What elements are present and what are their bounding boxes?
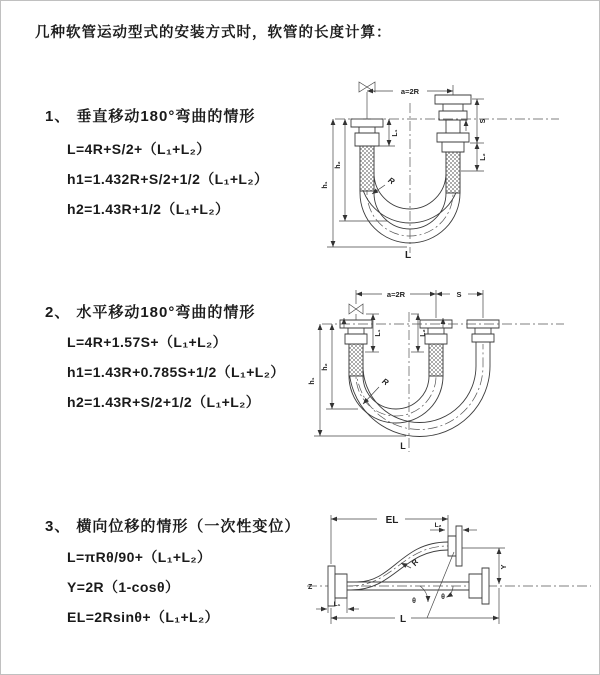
fitting-right — [467, 320, 499, 342]
section-2-formula-L: L=4R+1.57S+（L₁+L₂） — [67, 334, 228, 350]
braid-section-right — [446, 152, 460, 193]
dim-l2 — [430, 522, 477, 530]
dim-label-l1: L₁ — [333, 601, 341, 608]
diagram-1-vertical-u-bend — [309, 73, 569, 263]
dim-a2r — [367, 85, 453, 96]
section-3-formula-L: L=πRθ/90+（L₁+L₂） — [67, 549, 212, 565]
diagram-2-horizontal-u-bend — [306, 284, 576, 459]
section-3-formula-EL: EL=2Rsinθ+（L₁+L₂） — [67, 609, 220, 625]
dim-el — [331, 515, 448, 564]
section-1-title: 垂直移动180°弯曲的情形 — [76, 108, 256, 125]
dim-label-y: Y — [499, 564, 508, 570]
braid-section-middle — [429, 344, 443, 376]
dim-label-l1: L₁ — [392, 129, 399, 137]
fitting-right-upper — [435, 95, 471, 133]
dim-label-l: L — [404, 250, 412, 261]
section-1-formula-h1: h1=1.432R+S/2+1/2（L₁+L₂） — [67, 171, 269, 187]
flange-left — [328, 566, 347, 606]
dim-label-r: R — [380, 376, 391, 388]
section-3-formula-Y: Y=2R（1-cosθ） — [67, 579, 180, 595]
section-1-number: 1、 — [45, 108, 71, 125]
section-1-formula-h2: h2=1.43R+1/2（L₁+L₂） — [67, 201, 230, 217]
fitting-right-lower — [437, 133, 469, 152]
dim-label-h1: h₁ — [322, 181, 329, 189]
dim-label-a2r: a=2R — [400, 87, 420, 96]
hose-arcs — [349, 342, 490, 437]
braid-section-left — [360, 146, 374, 191]
dim-label-l2: L₂ — [434, 522, 442, 529]
page-title: 几种软管运动型式的安装方式时，软管的长度计算： — [35, 25, 392, 41]
section-1-formula-L: L=4R+S/2+（L₁+L₂） — [67, 141, 211, 157]
fitting-left — [340, 320, 372, 344]
valve-icon — [359, 82, 375, 119]
dim-label-r: R — [386, 175, 397, 187]
section-3-title: 横向位移的情形（一次性变位） — [76, 518, 301, 535]
dim-label-l2: L₂ — [480, 153, 487, 161]
dim-label-l2: L₂ — [420, 329, 427, 337]
dim-label-s: S — [456, 290, 462, 299]
dim-label-h2: h₂ — [335, 161, 342, 169]
fitting-left — [351, 119, 383, 146]
dim-label-l-text: L — [399, 614, 407, 625]
section-2-title: 水平移动180°弯曲的情形 — [76, 304, 256, 321]
angle-label-theta-b: θ — [441, 594, 445, 601]
angle-label-theta-a: θ — [412, 598, 416, 605]
section-3-heading — [45, 515, 300, 536]
dim-label-s: S — [480, 118, 487, 124]
section-2-number: 2、 — [45, 304, 71, 321]
dim-label-l1: L₁ — [375, 329, 382, 337]
section-3-number: 3、 — [45, 518, 71, 535]
section-2-formula-h1: h1=1.43R+0.785S+1/2（L₁+L₂） — [67, 364, 285, 380]
dim-label-h1: h₁ — [309, 377, 316, 385]
section-2-formula-h2: h2=1.43R+S/2+1/2（L₁+L₂） — [67, 394, 261, 410]
radius-leader — [363, 377, 390, 404]
break-symbol-z: Z — [308, 584, 313, 591]
section-1-heading — [45, 105, 255, 126]
section-2-heading — [45, 301, 255, 322]
braid-section-left — [349, 344, 363, 376]
dim-l1 — [316, 598, 359, 613]
s-curve-hose — [349, 542, 448, 590]
dim-label-a2r: a=2R — [386, 290, 406, 299]
dim-label-el: EL — [385, 515, 399, 526]
diagram-3-lateral-displacement — [299, 506, 599, 641]
flange-right — [469, 568, 489, 604]
flange-top-right — [448, 526, 462, 566]
dim-label-h2: h₂ — [322, 363, 329, 371]
dim-label-r: R — [409, 557, 421, 568]
dim-label-l: L — [400, 441, 406, 451]
valve-icon — [349, 304, 363, 320]
